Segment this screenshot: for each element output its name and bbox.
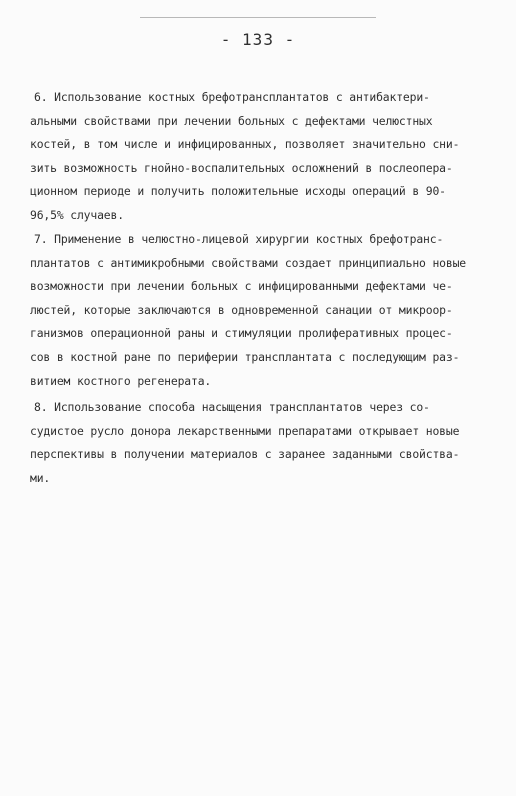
text-line: зить возможность гнойно-воспалительных осложнений в послеопера- xyxy=(30,160,453,175)
text-line: плантатов с антимикробными свойствами создает принципиально новые xyxy=(30,255,467,270)
page-number: - 133 - xyxy=(220,30,296,49)
paragraph-6 xyxy=(30,86,490,228)
text-line: сов в костной ране по периферии трансплантата с последующим раз- xyxy=(30,349,460,364)
text-line: 96,5% случаев. xyxy=(30,207,124,222)
text-line: ционном периоде и получить положительные исходы операций в 90- xyxy=(30,184,446,199)
text-line: альными свойствами при лечении больных с дефектами челюстных xyxy=(30,113,433,128)
paragraph-8 xyxy=(30,396,490,490)
text-line: судистое русло донора лекарственными препаратами открывает новые xyxy=(30,423,460,438)
text-line: 8. Использование способа насыщения трансплантатов через со- xyxy=(34,400,430,414)
text-line: 7. Применение в челюстно-лицевой хирургии костных брефотранс- xyxy=(34,232,444,246)
text-line: 6. Использование костных брефотрансплантатов с антибактери- xyxy=(34,90,430,104)
text-line: ганизмов операционной раны и стимуляции пролиферативных процес- xyxy=(30,326,453,341)
text-line: ми. xyxy=(30,470,51,485)
top-rule xyxy=(140,17,376,18)
paragraph-7 xyxy=(30,228,490,393)
text-line: витием костного регенерата. xyxy=(30,373,212,388)
text-line: возможности при лечении больных с инфицированными дефектами че- xyxy=(30,279,453,294)
text-line: перспективы в получении материалов с заранее заданными свойства- xyxy=(30,447,460,462)
text-line: люстей, которые заключаются в одновременной санации от микроор- xyxy=(30,302,453,317)
text-line: костей, в том числе и инфицированных, позволяет значительно сни- xyxy=(30,137,460,152)
